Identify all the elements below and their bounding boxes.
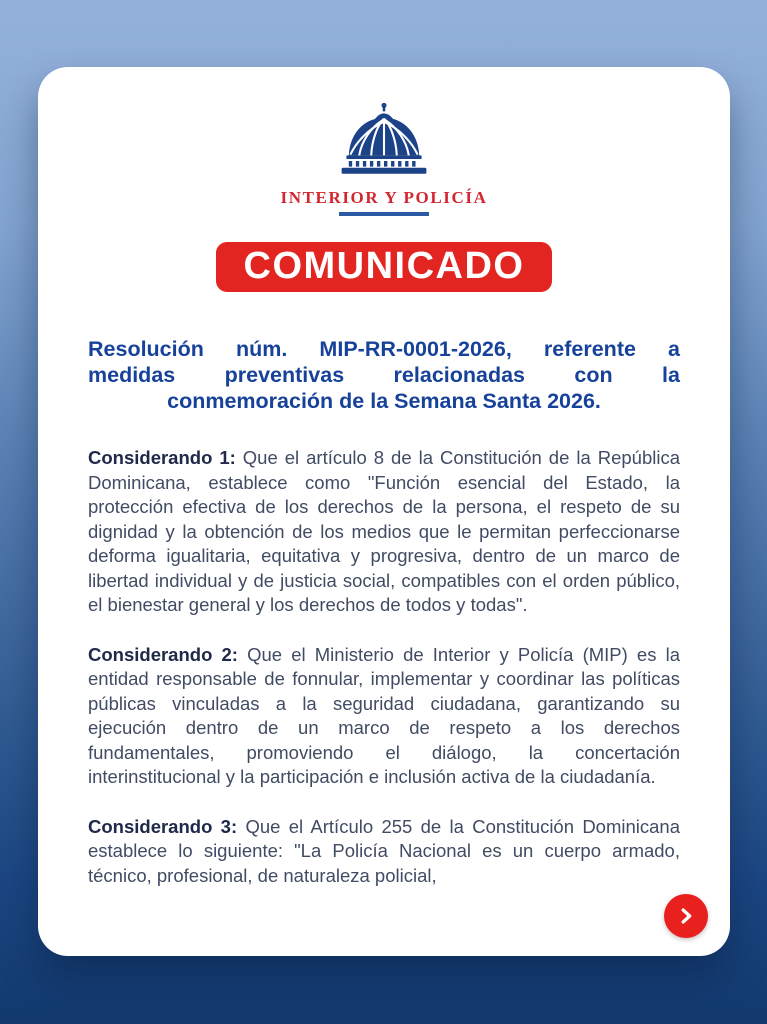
resolution-body	[88, 446, 680, 888]
paragraph-considerando-1	[88, 446, 680, 618]
considerando-1-text: Que el artículo 8 de la Constitución de la República Dominicana, establece como "Función esencial del Estado, la protección efectiva de los derechos de la persona, el respeto de su dignidad y la obtención de los medios que le permitan perfeccionarse deforma igualitaria, equitativa y progresiva, dentro de un marco de libertad individual y de justicia social, compatibles con el orden público, el bienestar general y los derechos de todos y todas".	[88, 447, 680, 615]
headline-line-1: Resolución núm. MIP-RR-0001-2026, referente a	[88, 337, 680, 361]
national-palace-dome-icon	[336, 101, 432, 181]
headline-line-2: medidas preventivas relacionadas con la	[88, 363, 680, 387]
considerando-2-label: Considerando 2:	[88, 643, 238, 665]
banner-label: COMUNICADO	[243, 245, 525, 287]
resolution-headline	[88, 336, 680, 414]
comunicado-banner	[216, 242, 553, 292]
next-page-button[interactable]	[664, 894, 708, 938]
considerando-3-text: Que el Artículo 255 de la Constitución Dominicana establece lo siguiente: "La Policía Nacional es un cuerpo armado, técnico, profesional, de naturaleza policial,	[88, 815, 681, 886]
paragraph-considerando-2	[88, 643, 680, 790]
logo-title: INTERIOR Y POLICÍA	[280, 188, 488, 207]
chevron-right-icon	[675, 905, 697, 927]
considerando-2-text: Que el Ministerio de Interior y Policía (MIP) es la entidad responsable de fonnular, implementar y coordinar las políticas públicas vinculadas a la seguridad ciudadana, garantizando su ejecución dentro de un marco de respeto a los derechos fundamentales, promoviendo el diálogo, la concertación interinstitucional y la participación e inclusión activa de la ciudadanía.	[88, 643, 681, 787]
communique-card	[38, 67, 730, 956]
considerando-3-label: Considerando 3:	[88, 815, 238, 837]
paragraph-considerando-3	[88, 815, 680, 889]
logo-underline	[339, 212, 429, 216]
ministry-logo	[88, 101, 680, 216]
headline-line-3: conmemoración de la Semana Santa 2026.	[167, 389, 601, 413]
considerando-1-label: Considerando 1:	[88, 447, 236, 468]
